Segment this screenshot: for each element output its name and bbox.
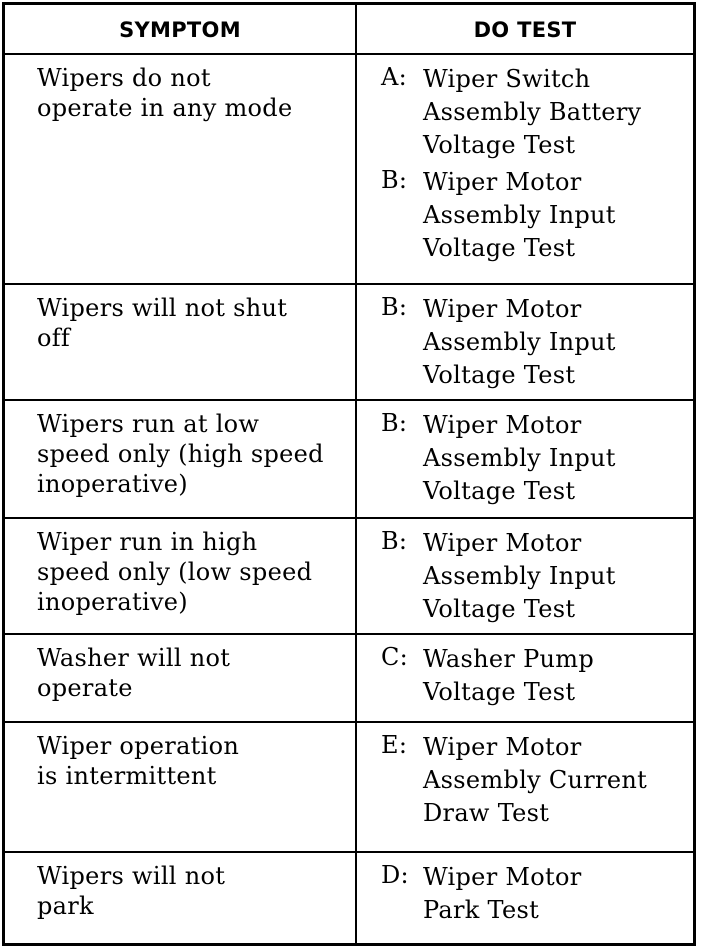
- symptom-line: Wipers will not shut: [37, 294, 288, 322]
- test-line: Assembly Input: [423, 444, 616, 472]
- symptom-line: Wiper operation: [37, 732, 240, 760]
- test-item: [381, 861, 683, 927]
- do-test-cell: [357, 853, 693, 943]
- symptom-cell: [5, 853, 357, 943]
- symptom-cell: [5, 635, 357, 721]
- test-description: [423, 63, 683, 162]
- symptom-line: inoperative): [37, 470, 188, 498]
- test-line: Wiper Motor: [423, 529, 582, 557]
- test-line: Wiper Motor: [423, 295, 582, 323]
- table-row: [5, 55, 693, 285]
- table-body: [5, 55, 693, 943]
- test-letter: B:: [381, 293, 408, 321]
- test-description: [423, 731, 683, 830]
- test-description: [423, 293, 683, 392]
- test-line: Voltage Test: [423, 678, 576, 706]
- symptom-cell: [5, 55, 357, 283]
- symptom-line: is intermittent: [37, 762, 217, 790]
- test-line: Assembly Current: [423, 766, 648, 794]
- test-letter: D:: [381, 861, 409, 889]
- table-row: [5, 853, 693, 943]
- table-row: [5, 519, 693, 635]
- test-line: Washer Pump: [423, 645, 594, 673]
- do-test-cell: [357, 635, 693, 721]
- table-row: [5, 401, 693, 519]
- symptom-line: operate: [37, 674, 133, 702]
- test-line: Voltage Test: [423, 477, 576, 505]
- symptom-cell: [5, 285, 357, 399]
- test-line: Assembly Battery: [423, 98, 642, 126]
- test-line: Park Test: [423, 896, 540, 924]
- test-description: [423, 527, 683, 626]
- test-letter: B:: [381, 527, 408, 555]
- symptom-line: off: [37, 324, 71, 352]
- test-line: Assembly Input: [423, 201, 616, 229]
- test-line: Voltage Test: [423, 595, 576, 623]
- test-item: [381, 731, 683, 830]
- symptom-line: speed only (low speed: [37, 558, 313, 586]
- test-line: Assembly Input: [423, 328, 616, 356]
- test-line: Wiper Motor: [423, 411, 582, 439]
- header-do-test: DO TEST: [473, 18, 577, 42]
- test-line: Draw Test: [423, 799, 550, 827]
- do-test-cell: [357, 55, 693, 283]
- table-row: [5, 285, 693, 401]
- test-letter: A:: [381, 63, 408, 91]
- test-description: [423, 409, 683, 508]
- test-item: [381, 63, 683, 162]
- symptom-cell: [5, 723, 357, 851]
- symptom-line: park: [37, 892, 94, 920]
- test-line: Wiper Motor: [423, 168, 582, 196]
- symptom-cell: [5, 401, 357, 517]
- test-line: Wiper Switch: [423, 65, 591, 93]
- test-line: Voltage Test: [423, 234, 576, 262]
- test-letter: B:: [381, 409, 408, 437]
- symptom-line: Wipers run at low: [37, 410, 260, 438]
- symptom-line: Washer will not: [37, 644, 231, 672]
- test-description: [423, 643, 683, 709]
- test-letter: B:: [381, 166, 408, 194]
- header-symptom: SYMPTOM: [5, 5, 357, 53]
- test-item: [381, 409, 683, 508]
- test-item: [381, 643, 683, 709]
- do-test-cell: [357, 519, 693, 633]
- symptom-line: Wipers will not: [37, 862, 226, 890]
- table-row: [5, 723, 693, 853]
- symptom-cell: [5, 519, 357, 633]
- diagnosis-table: [2, 2, 696, 946]
- test-description: [423, 166, 683, 265]
- test-item: [381, 527, 683, 626]
- test-letter: E:: [381, 731, 408, 759]
- test-line: Voltage Test: [423, 131, 576, 159]
- test-description: [423, 861, 683, 927]
- symptom-line: operate in any mode: [37, 94, 293, 122]
- table-header-row: [5, 5, 693, 55]
- test-line: Wiper Motor: [423, 863, 582, 891]
- symptom-line: Wipers do not: [37, 64, 211, 92]
- do-test-cell: [357, 401, 693, 517]
- do-test-cell: [357, 723, 693, 851]
- do-test-cell: [357, 285, 693, 399]
- symptom-line: speed only (high speed: [37, 440, 324, 468]
- table-row: [5, 635, 693, 723]
- symptom-line: inoperative): [37, 588, 188, 616]
- test-line: Wiper Motor: [423, 733, 582, 761]
- test-line: Assembly Input: [423, 562, 616, 590]
- symptom-line: Wiper run in high: [37, 528, 258, 556]
- test-item: [381, 293, 683, 392]
- test-letter: C:: [381, 643, 409, 671]
- test-line: Voltage Test: [423, 361, 576, 389]
- test-item: [381, 166, 683, 265]
